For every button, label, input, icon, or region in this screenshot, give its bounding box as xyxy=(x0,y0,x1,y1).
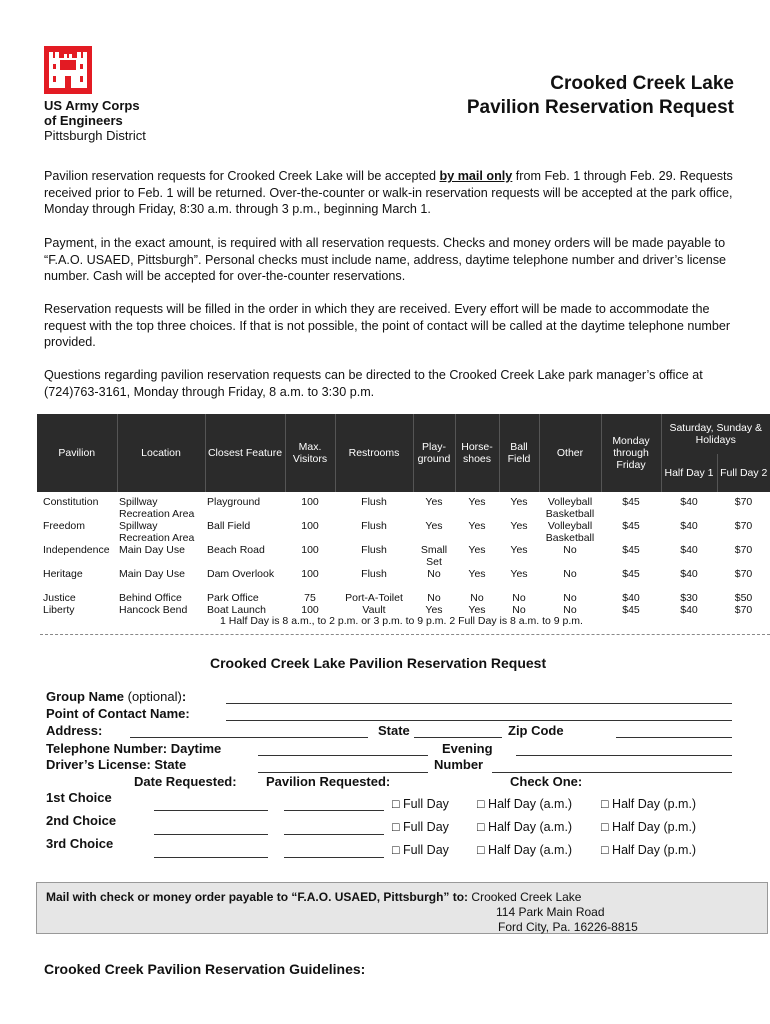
cell-feature: Beach Road xyxy=(207,544,265,556)
checkbox-icon[interactable]: □ xyxy=(477,843,485,857)
cell-location: Main Day Use xyxy=(119,544,185,556)
zip-label: Zip Code xyxy=(508,723,564,738)
header-fullday: Full Day 2 xyxy=(717,454,770,492)
cell-full: $50 xyxy=(734,592,753,604)
cell-location: Hancock Bend xyxy=(119,604,188,616)
table-footnote: 1 Half Day is 8 a.m., to 2 p.m. or 3 p.m. to 9 p.m. 2 Full Day is 8 a.m. to 9 p.m. xyxy=(220,615,583,627)
group-name-colon: : xyxy=(181,689,187,704)
cell-feature: Ball Field xyxy=(207,520,251,532)
cell-playground: Small Set xyxy=(420,544,448,568)
cell-horseshoes: Yes xyxy=(468,604,486,616)
cell-full: $70 xyxy=(734,544,753,556)
checkbox-icon[interactable]: □ xyxy=(392,820,400,834)
cell-half: $30 xyxy=(680,592,698,604)
checkbox-icon[interactable]: □ xyxy=(601,843,609,857)
pavilion-table xyxy=(37,414,770,616)
header-feature: Closest Feature xyxy=(205,414,285,492)
cell-restrooms: Flush xyxy=(361,568,387,580)
choice-2-pavilion-field[interactable] xyxy=(284,834,384,835)
pavilion-requested-label: Pavilion Requested: xyxy=(266,774,391,789)
cell-visitors: 100 xyxy=(301,604,319,616)
cell-half: $40 xyxy=(680,568,698,580)
optional-text: (optional) xyxy=(124,689,182,704)
date-requested-label: Date Requested: xyxy=(134,774,237,789)
header-pavilion: Pavilion xyxy=(37,414,117,492)
cell-restrooms: Flush xyxy=(361,496,387,508)
state-label: State xyxy=(378,723,410,738)
evening-label: Evening xyxy=(442,741,493,756)
full-day-label: Full Day xyxy=(403,843,449,857)
header-weekday: Monday through Friday xyxy=(601,414,661,492)
cell-full: $70 xyxy=(734,604,753,616)
cell-half: $40 xyxy=(680,604,698,616)
cell-weekday: $40 xyxy=(622,592,640,604)
table-row xyxy=(37,568,770,592)
p1-text-a: Pavilion reservation requests for Crooked Creek Lake will be accepted xyxy=(44,169,440,183)
cut-line-divider xyxy=(40,634,770,635)
header-weekend: Saturday, Sunday & Holidays xyxy=(661,414,770,454)
checkbox-icon[interactable]: □ xyxy=(392,843,400,857)
number-label: Number xyxy=(434,757,484,772)
cell-full: $70 xyxy=(734,496,753,508)
cell-weekday: $45 xyxy=(622,544,640,556)
cell-restrooms: Flush xyxy=(361,520,387,532)
cell-weekday: $45 xyxy=(622,496,640,508)
cell-ballfield: Yes xyxy=(510,520,528,532)
choice-2-full-day-option[interactable] xyxy=(392,820,449,834)
cell-location: Behind Office xyxy=(119,592,182,604)
evening-phone-field[interactable] xyxy=(516,755,732,756)
mail-label: Mail with check or money order payable to “F.A.O. USAED, Pittsburgh” to: xyxy=(46,890,469,904)
table-row xyxy=(37,592,770,604)
cell-weekday: $45 xyxy=(622,604,640,616)
paragraph-mail-dates xyxy=(44,168,734,218)
paragraph-payment: Payment, in the exact amount, is required with all reservation requests. Checks and money orders will be made payable to “F.A.O. USAED, Pittsburgh”. Personal checks must include name, address, daytime telephone number and driver’s license number. Cash will be accepted for over-the-counter reservations. xyxy=(44,236,727,283)
cell-full: $70 xyxy=(734,520,753,532)
cell-visitors: 100 xyxy=(301,544,319,556)
half-pm-label: Half Day (p.m.) xyxy=(612,843,697,857)
choice-1-pavilion-field[interactable] xyxy=(284,810,384,811)
daytime-phone-field[interactable] xyxy=(258,755,428,756)
group-name-field[interactable] xyxy=(226,703,732,704)
choice-1-full-day-option[interactable] xyxy=(392,797,449,811)
choice-3-full-day-option[interactable] xyxy=(392,843,449,857)
phone-label: Telephone Number: Daytime xyxy=(46,741,222,756)
page-title xyxy=(467,72,734,120)
checkbox-icon[interactable]: □ xyxy=(477,820,485,834)
cell-half: $40 xyxy=(680,496,698,508)
choice-3-half-pm-option[interactable] xyxy=(601,843,696,857)
mail-address-line2: 114 Park Main Road xyxy=(496,905,605,919)
half-pm-label: Half Day (p.m.) xyxy=(612,820,697,834)
cell-half: $40 xyxy=(680,520,698,532)
guidelines-heading: Crooked Creek Pavilion Reservation Guidelines: xyxy=(44,961,366,977)
title-line2: Pavilion Reservation Request xyxy=(466,97,734,118)
cell-ballfield: Yes xyxy=(510,544,528,556)
state-field[interactable] xyxy=(414,737,502,738)
header-restrooms: Restrooms xyxy=(335,414,413,492)
choice-1-label: 1st Choice xyxy=(46,790,112,805)
cell-feature: Park Office xyxy=(207,592,259,604)
half-am-label: Half Day (a.m.) xyxy=(488,797,573,811)
contact-label: Point of Contact Name: xyxy=(46,706,190,721)
choice-2-half-pm-option[interactable] xyxy=(601,820,696,834)
half-am-label: Half Day (a.m.) xyxy=(488,843,573,857)
table-row xyxy=(37,492,770,520)
cell-pavilion: Freedom xyxy=(43,520,86,532)
header-ballfield: Ball Field xyxy=(499,414,539,492)
choice-1-half-am-option[interactable] xyxy=(477,797,572,811)
choice-3-pavilion-field[interactable] xyxy=(284,857,384,858)
checkbox-icon[interactable]: □ xyxy=(601,820,609,834)
full-day-label: Full Day xyxy=(403,820,449,834)
cell-pavilion: Heritage xyxy=(43,568,83,580)
cell-feature: Dam Overlook xyxy=(207,568,275,580)
cell-restrooms: Port-A-Toilet xyxy=(345,592,403,604)
cell-other: No xyxy=(563,544,577,556)
cell-weekday: $45 xyxy=(622,568,640,580)
full-day-label: Full Day xyxy=(403,797,449,811)
cell-playground: No xyxy=(427,592,441,604)
cell-half: $40 xyxy=(680,544,698,556)
cell-horseshoes: No xyxy=(470,592,484,604)
cell-ballfield: No xyxy=(512,604,526,616)
choice-3-date-field[interactable] xyxy=(154,857,268,858)
cell-visitors: 100 xyxy=(301,568,319,580)
header-location: Location xyxy=(117,414,205,492)
contact-name-field[interactable] xyxy=(226,720,732,721)
header-horseshoes: Horse-shoes xyxy=(455,414,499,492)
checkbox-icon[interactable]: □ xyxy=(392,797,400,811)
choice-3-label: 3rd Choice xyxy=(46,836,114,851)
cell-location: Spillway Recreation Area xyxy=(119,520,195,544)
agency-name xyxy=(44,98,146,143)
cell-other: Volleyball Basketball xyxy=(545,520,595,544)
cell-ballfield: No xyxy=(512,592,526,604)
cell-other: No xyxy=(563,592,577,604)
table-row xyxy=(37,520,770,544)
cell-playground: No xyxy=(427,568,441,580)
cell-ballfield: Yes xyxy=(510,496,528,508)
choice-3-half-am-option[interactable] xyxy=(477,843,572,857)
cell-feature: Boat Launch xyxy=(207,604,266,616)
cell-pavilion: Liberty xyxy=(43,604,75,616)
cell-horseshoes: Yes xyxy=(468,496,486,508)
form-title: Crooked Creek Lake Pavilion Reservation Request xyxy=(210,655,547,671)
choice-2-half-am-option[interactable] xyxy=(477,820,572,834)
check-one-label: Check One: xyxy=(510,774,583,789)
cell-ballfield: Yes xyxy=(510,568,528,580)
cell-pavilion: Justice xyxy=(43,592,76,604)
p1-emphasis: by mail only xyxy=(439,169,513,183)
cell-location: Spillway Recreation Area xyxy=(119,496,195,520)
half-pm-label: Half Day (p.m.) xyxy=(612,797,697,811)
half-am-label: Half Day (a.m.) xyxy=(488,820,573,834)
address-label: Address: xyxy=(46,723,103,738)
cell-feature: Playground xyxy=(207,496,261,508)
agency-line1: US Army Corps xyxy=(44,98,140,113)
cell-pavilion: Constitution xyxy=(43,496,99,508)
cell-visitors: 100 xyxy=(301,520,319,532)
group-name-label xyxy=(46,688,186,705)
cell-pavilion: Independence xyxy=(43,544,110,556)
usace-castle-logo xyxy=(44,46,92,94)
cell-restrooms: Flush xyxy=(361,544,387,556)
cell-full: $70 xyxy=(734,568,753,580)
cell-visitors: 100 xyxy=(301,496,319,508)
mail-address-line1: Crooked Creek Lake xyxy=(471,890,582,904)
paragraph-questions: Questions regarding pavilion reservation requests can be directed to the Crooked Creek Lake park manager’s office at (724)763-3161, Monday through Friday, 8 a.m. to 3:30 p.m. xyxy=(44,368,703,399)
license-label: Driver’s License: State xyxy=(46,757,187,772)
district-name: Pittsburgh District xyxy=(44,128,146,143)
title-line1: Crooked Creek Lake xyxy=(550,73,734,94)
cell-horseshoes: Yes xyxy=(468,544,486,556)
choice-2-date-field[interactable] xyxy=(154,834,268,835)
group-name-text: Group Name xyxy=(46,689,125,704)
header-other: Other xyxy=(539,414,601,492)
header-visitors: Max. Visitors xyxy=(285,414,335,492)
table-row xyxy=(37,544,770,568)
cell-visitors: 75 xyxy=(304,592,316,604)
checkbox-icon[interactable]: □ xyxy=(601,797,609,811)
header-halfday: Half Day 1 xyxy=(661,454,717,492)
p1-text-c: from Feb. 1 through Feb. 29. Requests received prior to Feb. 1 will be returned. Over-the-counter or walk-in reservation requests will be accepted at the park office, Monday through Friday, 8:30 a.m. through 3 p.m., beginning March 1. xyxy=(44,169,733,216)
cell-restrooms: Vault xyxy=(362,604,386,616)
agency-line2: of Engineers xyxy=(44,113,123,128)
address-field[interactable] xyxy=(130,737,368,738)
cell-playground: Yes xyxy=(425,604,443,616)
choice-2-label: 2nd Choice xyxy=(46,813,117,828)
mail-address-line3: Ford City, Pa. 16226-8815 xyxy=(498,920,638,934)
cell-playground: Yes xyxy=(425,496,443,508)
choice-1-half-pm-option[interactable] xyxy=(601,797,696,811)
cell-other: Volleyball Basketball xyxy=(545,496,595,520)
cell-weekday: $45 xyxy=(622,520,640,532)
choice-1-date-field[interactable] xyxy=(154,810,268,811)
cell-playground: Yes xyxy=(425,520,443,532)
cell-other: No xyxy=(563,604,577,616)
mailing-instructions xyxy=(46,890,638,935)
cell-horseshoes: Yes xyxy=(468,568,486,580)
cell-location: Main Day Use xyxy=(119,568,185,580)
cell-other: No xyxy=(563,568,577,580)
checkbox-icon[interactable]: □ xyxy=(477,797,485,811)
paragraph-order: Reservation requests will be filled in the order in which they are received. Every effort will be made to accommodate the request with the top three choices. If that is not possible, the point of contact will be called at the daytime telephone number provided. xyxy=(44,302,731,349)
header-playground: Play-ground xyxy=(413,414,455,492)
zip-field[interactable] xyxy=(616,737,732,738)
cell-horseshoes: Yes xyxy=(468,520,486,532)
